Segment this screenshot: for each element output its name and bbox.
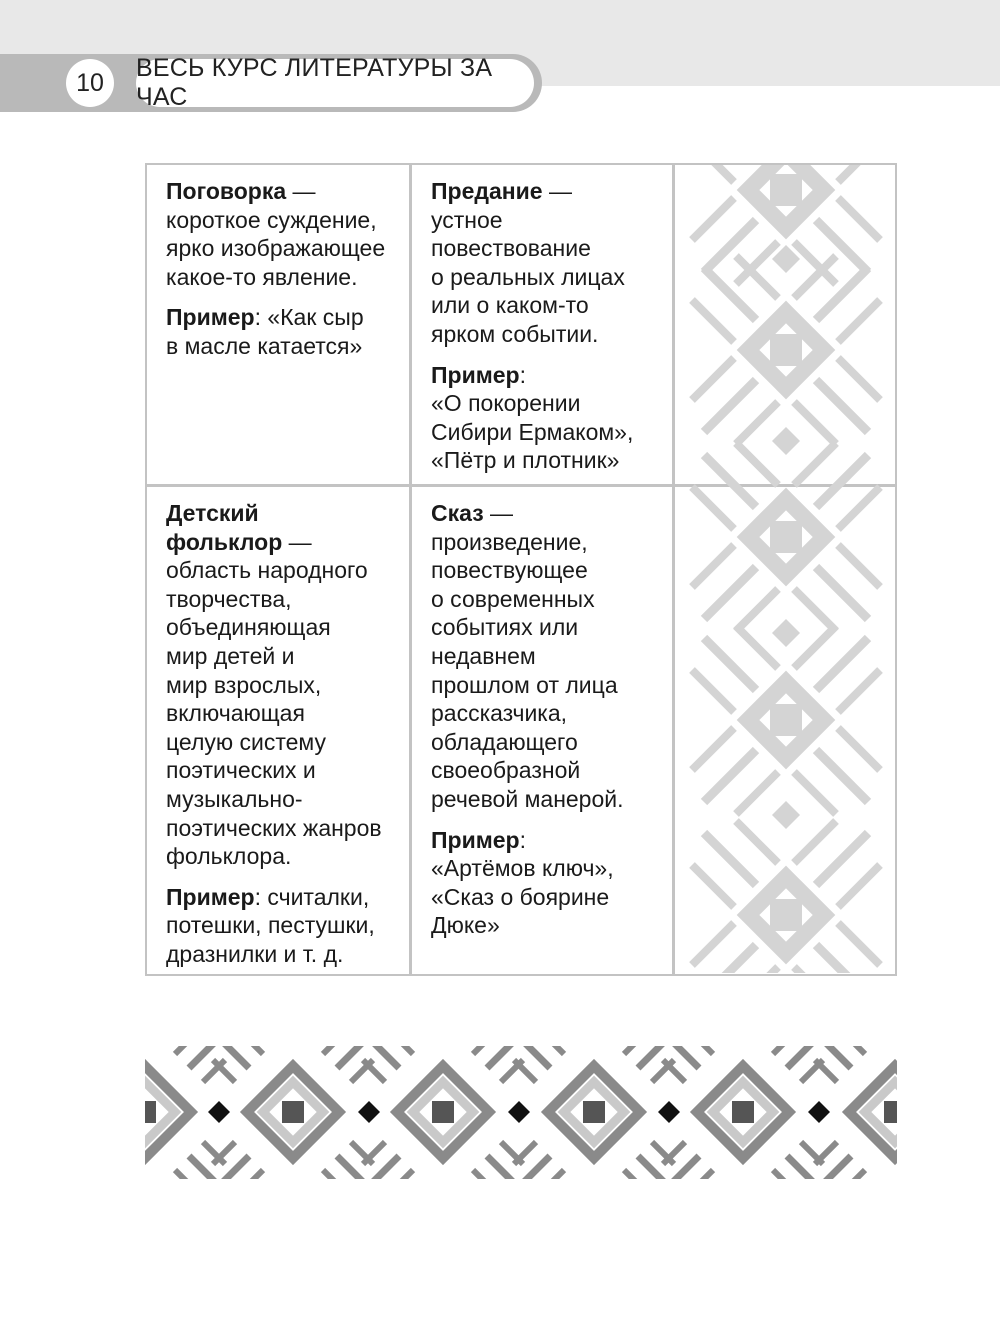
border-motif — [213, 1046, 373, 1179]
entry-term: Детский фольклор — [166, 500, 283, 555]
entry-example: Пример: считалки, потешки, пестушки, дразнилки и т. д. — [166, 883, 375, 967]
example-label: Пример — [431, 361, 520, 388]
ornament-motif — [692, 443, 880, 631]
border-diamond-black — [358, 1101, 380, 1123]
border-motif — [363, 1046, 523, 1179]
border-diamond-black — [808, 1101, 830, 1123]
page-number: 10 — [66, 59, 114, 107]
border-diamond-black — [658, 1101, 680, 1123]
entry-example: Пример: «Артёмов ключ», «Сказ о боярине Дюке» — [431, 826, 614, 939]
entry-example: Пример: «О покорении Сибири Ермаком», «Пётр и плотник» — [431, 361, 634, 474]
example-label: Пример — [431, 826, 520, 853]
glossary-table — [145, 163, 897, 976]
ornament-motif — [692, 256, 880, 444]
entry-term: Поговорка — [166, 178, 287, 204]
ornament-diamond-small — [772, 619, 800, 647]
ornament-motif — [692, 626, 880, 814]
entry-example: Пример: «Как сыр в масле катается» — [166, 304, 364, 359]
entry-definition: Сказ — произведение, повествующее о современных событиях или недавнем прошлом от лица рассказчика, обладающего своеобразной речевой манерой. — [431, 500, 624, 812]
entry-definition: Поговорка — короткое суждение, ярко изображающее какое-то явление. — [166, 178, 386, 290]
entry-definition: Предание — устное повествование о реальных лицах или о каком-то ярком событии. — [431, 178, 625, 347]
entry-term: Предание — [431, 178, 543, 204]
entry-skaz — [431, 499, 671, 952]
ornament-diamond-small — [772, 427, 800, 455]
border-diamond-black — [508, 1101, 530, 1123]
border-diamond-black — [208, 1101, 230, 1123]
grid-divider-vertical-1 — [409, 165, 412, 974]
ornament-border-band — [145, 1046, 897, 1179]
entry-pogovorka — [166, 177, 406, 373]
border-motif — [514, 1046, 674, 1179]
ornament-motif — [692, 821, 880, 973]
running-header-title: ВЕСЬ КУРС ЛИТЕРАТУРЫ ЗА ЧАС — [136, 59, 534, 107]
entry-predanie — [431, 177, 671, 487]
ornament-diamond-small — [772, 801, 800, 829]
example-label: Пример — [166, 883, 255, 910]
entry-term: Сказ — [431, 500, 484, 526]
example-label: Пример — [166, 304, 255, 331]
ornament-column — [675, 165, 897, 973]
entry-definition: Детский фольклор — область народного творчества, объединяющая мир детей и мир взрослых, включающая целую систему поэтических и музыкально- поэтических жанров фольклора. — [166, 500, 382, 870]
border-motif — [663, 1046, 823, 1179]
entry-detskiy-folklor — [166, 499, 406, 981]
